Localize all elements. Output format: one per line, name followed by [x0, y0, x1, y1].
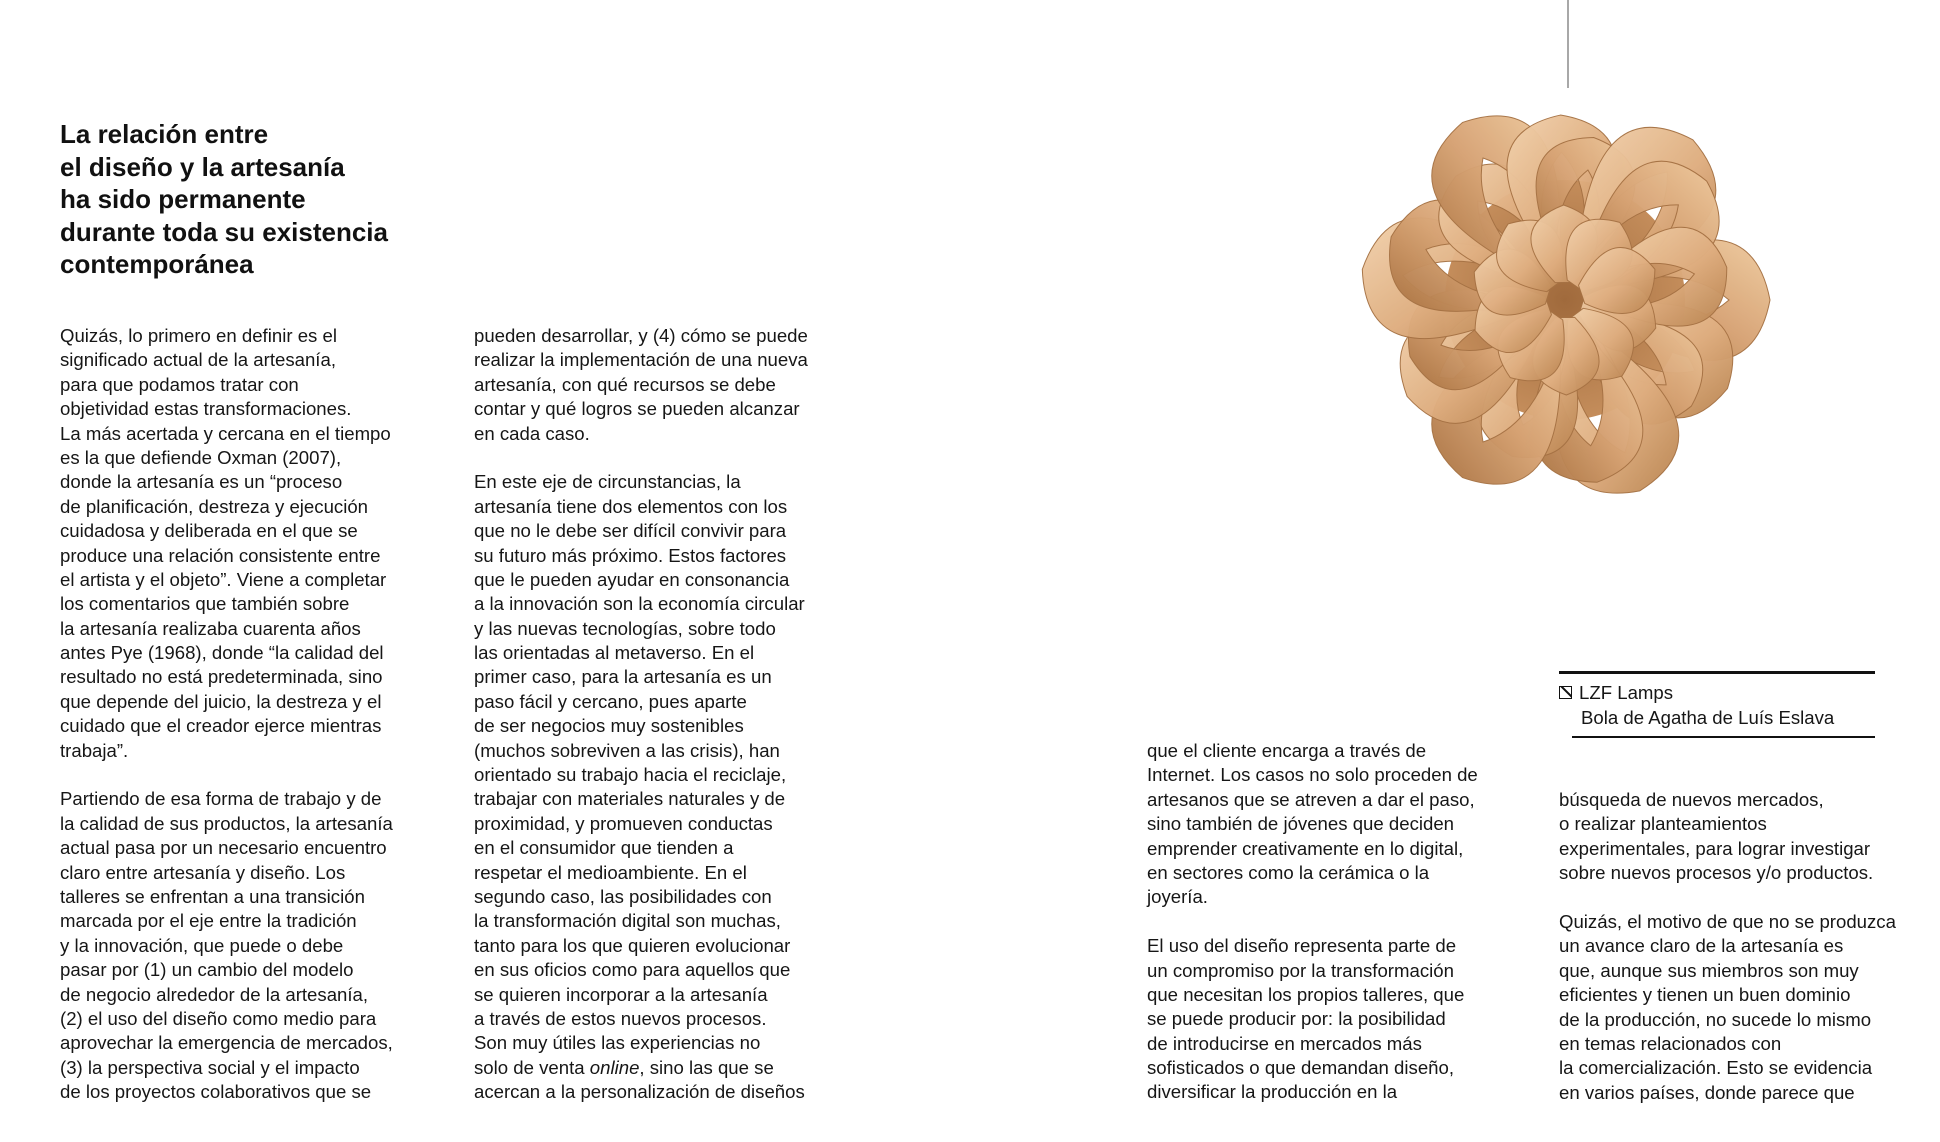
headline-line: La relación entre — [60, 119, 269, 149]
headline — [60, 118, 460, 281]
text-line: cuidadosa y deliberada en el que se — [60, 520, 358, 542]
text-line: en sectores como la cerámica o la — [1147, 861, 1430, 883]
text-line: para que podamos tratar con — [60, 373, 299, 395]
paragraph-break — [1147, 910, 1537, 934]
text-line: experimentales, para lograr investigar — [1559, 837, 1871, 859]
text-line: de la producción, no sucede lo mismo — [1559, 1008, 1872, 1030]
text-line: cuidado que el creador ejerce mientras — [60, 715, 382, 737]
text-line: un compromiso por la transformación — [1147, 959, 1454, 981]
text-line: acercan a la personalización de diseños — [474, 1081, 805, 1103]
headline-line: el diseño y la artesanía — [60, 151, 345, 182]
text-line: donde la artesanía es un “proceso — [60, 471, 343, 493]
text-line: en sus oficios como para aquellos que — [474, 959, 791, 981]
text-line: búsqueda de nuevos mercados, — [1559, 789, 1824, 810]
text-line: de los proyectos colaborativos que se — [60, 1081, 372, 1103]
text-line: segundo caso, las posibilidades con — [474, 885, 772, 907]
caption-subtitle: Bola de Agatha de Luís Eslava — [1581, 707, 1835, 728]
text-line: sino también de jóvenes que deciden — [1147, 813, 1455, 835]
text-line: objetividad estas transformaciones. — [60, 398, 352, 420]
text-line: artesanía, con qué recursos se debe — [474, 373, 776, 395]
text-line: Son muy útiles las experiencias no — [474, 1032, 761, 1054]
text-line: a través de estos nuevos procesos. — [474, 1007, 767, 1029]
text-line: sobre nuevos procesos y/o productos. — [1559, 862, 1874, 884]
text-line: produce una relación consistente entre — [60, 544, 381, 566]
text-line: realizar la implementación de una nueva — [474, 349, 808, 371]
caption-title: LZF Lamps — [1579, 682, 1674, 703]
lamp-photo — [1300, 0, 1820, 545]
body-column-1 — [60, 324, 450, 1105]
text-line: a la innovación son la economía circular — [474, 593, 805, 615]
caption-rule — [1572, 736, 1875, 738]
text-line: que necesitan los propios talleres, que — [1147, 983, 1465, 1005]
text-line: aprovechar la emergencia de mercados, — [60, 1032, 393, 1054]
text-line: en temas relacionados con — [1559, 1032, 1782, 1054]
text-line: joyería. — [1147, 886, 1208, 908]
text-line: de ser negocios muy sostenibles — [474, 715, 744, 737]
headline-line: ha sido permanente — [60, 184, 306, 214]
text-line: proximidad, y promueven conductas — [474, 812, 773, 834]
text-line: Internet. Los casos no solo proceden de — [1147, 764, 1478, 786]
paragraph-break — [474, 446, 864, 470]
text-line: que, aunque sus miembros son muy — [1559, 959, 1859, 981]
text-line: antes Pye (1968), donde “la calidad del — [60, 642, 384, 664]
text-line: contar y qué logros se pueden alcanzar — [474, 398, 800, 420]
text-line: en el consumidor que tienden a — [474, 837, 734, 859]
paragraph-break — [60, 763, 450, 787]
text-line: (2) el uso del diseño como medio para — [60, 1007, 377, 1029]
text-line: los comentarios que también sobre — [60, 593, 350, 615]
text-line: orientado su trabajo hacia el reciclaje, — [474, 764, 787, 786]
text-line: tanto para los que quieren evolucionar — [474, 934, 791, 956]
text-line: En este eje de circunstancias, la — [474, 471, 741, 493]
headline-line: contemporánea — [60, 249, 254, 279]
text-line: y la innovación, que puede o debe — [60, 934, 344, 956]
text-line: La más acertada y cercana en el tiempo — [60, 422, 391, 444]
text-line: (muchos sobreviven a las crisis), han — [474, 739, 780, 761]
body-column-2 — [474, 324, 864, 1105]
headline-line: durante toda su existencia — [60, 216, 388, 247]
text-line: la transformación digital son muchas, — [474, 910, 781, 932]
text-line: el artista y el objeto”. Viene a completar — [60, 568, 387, 590]
text-line: Quizás, lo primero en definir es el — [60, 325, 337, 346]
text-line: solo de venta online, sino las que se — [474, 1056, 774, 1078]
text-line: trabajar con materiales naturales y de — [474, 788, 786, 810]
text-line: o realizar planteamientos — [1559, 813, 1767, 835]
text-line: sofisticados o que demandan diseño, — [1147, 1057, 1455, 1079]
caption-title-row — [1559, 680, 1875, 705]
text-line: un avance claro de la artesanía es — [1559, 935, 1844, 957]
text-line: de negocio alrededor de la artesanía, — [60, 983, 369, 1005]
text-line: (3) la perspectiva social y el impacto — [60, 1056, 360, 1078]
text-line: su futuro más próximo. Estos factores — [474, 544, 787, 566]
text-line: trabaja”. — [60, 739, 129, 761]
image-reference-icon — [1559, 686, 1572, 699]
body-column-3 — [1147, 739, 1537, 1105]
text-line: que le pueden ayudar en consonancia — [474, 568, 790, 590]
text-line: pasar por (1) un cambio del modelo — [60, 959, 354, 981]
text-line: diversificar la producción en la — [1147, 1081, 1398, 1103]
text-line: Quizás, el motivo de que no se produzca — [1559, 910, 1896, 932]
text-line: respetar el medioambiente. En el — [474, 861, 747, 883]
text-line: artesanos que se atreven a dar el paso, — [1147, 788, 1475, 810]
text-line: artesanía tiene dos elementos con los — [474, 495, 788, 517]
text-line: eficientes y tienen un buen dominio — [1559, 984, 1851, 1006]
text-line: y las nuevas tecnologías, sobre todo — [474, 617, 776, 639]
text-line: Partiendo de esa forma de trabajo y de — [60, 788, 382, 810]
body-column-4 — [1559, 788, 1940, 1105]
text-line: se puede producir por: la posibilidad — [1147, 1008, 1446, 1030]
text-line: las orientadas al metaverso. En el — [474, 642, 755, 664]
italic-word: online — [589, 1056, 640, 1078]
text-line: de planificación, destreza y ejecución — [60, 495, 369, 517]
text-line: que no le debe ser difícil convivir para — [474, 520, 787, 542]
image-caption — [1559, 671, 1875, 738]
text-line: emprender creativamente en lo digital, — [1147, 837, 1464, 859]
ribbon-cluster — [1362, 115, 1770, 493]
wooden-ribbon-pendant-lamp-image — [1300, 0, 1820, 545]
text-line: la artesanía realizaba cuarenta años — [60, 617, 361, 639]
text-line: talleres se enfrentan a una transición — [60, 885, 365, 907]
text-line: en cada caso. — [474, 422, 590, 444]
text-line: en varios países, donde parece que — [1559, 1081, 1855, 1103]
text-line: la calidad de sus productos, la artesanía — [60, 812, 393, 834]
text-line: resultado no está predeterminada, sino — [60, 666, 383, 688]
text-line: actual pasa por un necesario encuentro — [60, 837, 387, 859]
text-line: significado actual de la artesanía, — [60, 349, 336, 371]
text-line: claro entre artesanía y diseño. Los — [60, 861, 346, 883]
text-line: paso fácil y cercano, pues aparte — [474, 690, 747, 712]
text-line: que el cliente encarga a través de — [1147, 740, 1427, 761]
paragraph-break — [1559, 886, 1940, 910]
text-line: se quieren incorporar a la artesanía — [474, 983, 768, 1005]
text-line: de introducirse en mercados más — [1147, 1032, 1422, 1054]
text-line: marcada por el eje entre la tradición — [60, 910, 357, 932]
text-line: que depende del juicio, la destreza y el — [60, 690, 382, 712]
text-line: El uso del diseño representa parte de — [1147, 935, 1457, 957]
text-line: pueden desarrollar, y (4) cómo se puede — [474, 325, 808, 346]
text-line: es la que defiende Oxman (2007), — [60, 446, 342, 468]
text-line: la comercialización. Esto se evidencia — [1559, 1057, 1873, 1079]
text-line: primer caso, para la artesanía es un — [474, 666, 772, 688]
